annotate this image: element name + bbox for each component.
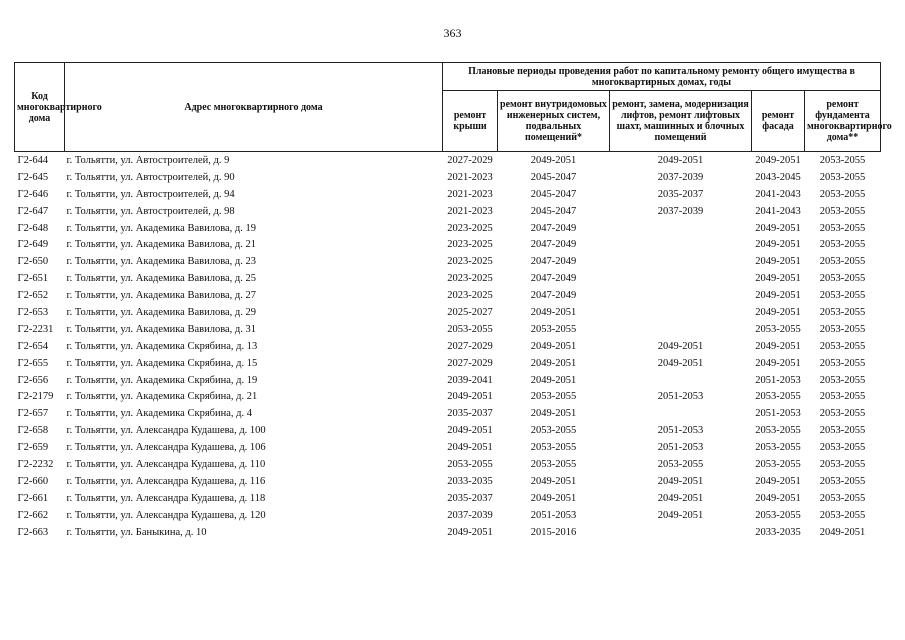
table-row [15,507,881,524]
cell-facade: 2049-2051 [755,340,801,352]
table-row [15,405,881,422]
cell-systems: 2049-2051 [530,408,577,420]
cell-facade: 2053-2055 [755,509,801,521]
cell-roof: 2039-2041 [447,374,493,386]
table-row [15,490,881,507]
table-row [15,152,881,169]
cell-facade: 2033-2035 [755,526,801,538]
cell-address: г. Тольятти, ул. Академика Вавилова, д. 19 [66,222,257,234]
cell-facade: 2053-2055 [755,323,801,335]
cell-address: г. Тольятти, ул. Академика Вавилова, д. 29 [66,306,257,318]
cell-code: Г2-646 [17,188,49,200]
cell-systems: 2047-2049 [530,273,577,285]
cell-address: г. Тольятти, ул. Академика Вавилова, д. 25 [66,273,257,285]
cell-roof: 2049-2051 [447,391,493,403]
cell-code: Г2-650 [17,256,49,268]
cell-foundation: 2053-2055 [819,492,866,504]
cell-foundation: 2053-2055 [819,425,866,437]
cell-systems: 2047-2049 [530,256,577,268]
table-body [15,152,881,541]
cell-address: г. Тольятти, ул. Академика Скрябина, д. 4 [66,408,252,420]
header-elevators: ремонт, замена, модернизация лифтов, ремонт лифтовых шахт, машинных и блочных помещений [610,91,752,152]
cell-foundation: 2053-2055 [819,239,866,251]
cell-systems: 2049-2051 [530,374,577,386]
cell-roof: 2023-2025 [447,256,493,268]
cell-foundation: 2053-2055 [819,442,866,454]
cell-roof: 2021-2023 [447,188,493,200]
table-row [15,422,881,439]
cell-elevators [610,220,752,237]
cell-facade: 2049-2051 [755,222,801,234]
cell-address: г. Тольятти, ул. Академика Скрябина, д. 21 [66,391,258,403]
cell-foundation: 2053-2055 [819,475,866,487]
table-row [15,186,881,203]
cell-foundation: 2053-2055 [819,205,866,217]
cell-facade: 2041-2043 [755,205,801,217]
cell-facade: 2053-2055 [755,391,801,403]
cell-facade: 2049-2051 [755,492,801,504]
cell-systems: 2047-2049 [530,239,577,251]
cell-foundation: 2053-2055 [819,391,866,403]
table-row [15,355,881,372]
cell-facade: 2049-2051 [755,273,801,285]
table-row [15,287,881,304]
cell-systems: 2045-2047 [530,188,577,200]
cell-address: г. Тольятти, ул. Автостроителей, д. 98 [66,205,235,217]
cell-address: г. Тольятти, ул. Александра Кудашева, д. 110 [66,458,266,470]
cell-foundation: 2053-2055 [819,188,866,200]
cell-facade: 2049-2051 [755,256,801,268]
header-facade: ремонт фасада [752,91,805,152]
header-address: Адрес многоквартирного дома [65,63,443,152]
cell-elevators [610,236,752,253]
cell-roof: 2049-2051 [447,442,493,454]
header-roof: ремонт крыши [443,91,498,152]
cell-code: Г2-656 [17,374,49,386]
cell-elevators [610,321,752,338]
cell-elevators: 2049-2051 [657,357,704,369]
cell-roof: 2035-2037 [447,492,493,504]
cell-systems: 2049-2051 [530,340,577,352]
cell-address: г. Тольятти, ул. Александра Кудашева, д. 100 [66,425,266,437]
table-row [15,270,881,287]
cell-code: Г2-648 [17,222,49,234]
cell-facade: 2041-2043 [755,188,801,200]
cell-facade: 2049-2051 [755,475,801,487]
cell-code: Г2-653 [17,306,49,318]
cell-roof: 2053-2055 [447,323,493,335]
header-systems: ремонт внутридомовых инженерных систем, подвальных помещений* [498,91,610,152]
cell-roof: 2023-2025 [447,290,493,302]
cell-address: г. Тольятти, ул. Александра Кудашева, д. 106 [66,442,266,454]
cell-roof: 2021-2023 [447,171,493,183]
cell-code: Г2-652 [17,290,49,302]
header-code: Код многоквартирного дома [15,63,65,152]
cell-elevators: 2053-2055 [657,458,704,470]
cell-roof: 2049-2051 [447,425,493,437]
cell-code: Г2-661 [17,492,49,504]
cell-foundation: 2053-2055 [819,374,866,386]
header-periods: Плановые периоды проведения работ по капитальному ремонту общего имущества в многоквартирных домах, годы [443,63,881,91]
cell-code: Г2-2232 [17,458,54,470]
cell-foundation: 2053-2055 [819,273,866,285]
cell-address: г. Тольятти, ул. Академика Скрябина, д. 15 [66,357,258,369]
cell-systems: 2049-2051 [530,306,577,318]
cell-roof: 2027-2029 [447,340,493,352]
table-row [15,372,881,389]
cell-roof: 2049-2051 [447,526,493,538]
cell-systems: 2047-2049 [530,222,577,234]
cell-code: Г2-647 [17,205,49,217]
cell-elevators [610,524,752,541]
cell-foundation: 2053-2055 [819,509,866,521]
cell-elevators [610,372,752,389]
table-row [15,321,881,338]
cell-roof: 2053-2055 [447,458,493,470]
cell-roof: 2023-2025 [447,222,493,234]
cell-foundation: 2053-2055 [819,154,866,166]
table-row [15,203,881,220]
cell-elevators [610,287,752,304]
cell-foundation: 2053-2055 [819,306,866,318]
cell-foundation: 2053-2055 [819,256,866,268]
table-row [15,439,881,456]
cell-address: г. Тольятти, ул. Автостроителей, д. 94 [66,188,235,200]
cell-code: Г2-662 [17,509,49,521]
cell-foundation: 2053-2055 [819,171,866,183]
cell-elevators: 2051-2053 [657,391,704,403]
cell-roof: 2027-2029 [447,154,493,166]
table-row [15,338,881,355]
cell-elevators: 2049-2051 [657,475,704,487]
table-row [15,473,881,490]
cell-facade: 2051-2053 [755,374,801,386]
cell-elevators [610,253,752,270]
cell-elevators [610,270,752,287]
cell-facade: 2053-2055 [755,425,801,437]
cell-address: г. Тольятти, ул. Академика Скрябина, д. 13 [66,340,258,352]
cell-facade: 2049-2051 [755,154,801,166]
cell-elevators: 2035-2037 [657,188,704,200]
cell-foundation: 2053-2055 [819,290,866,302]
cell-facade: 2049-2051 [755,306,801,318]
cell-facade: 2049-2051 [755,290,801,302]
cell-code: Г2-649 [17,239,49,251]
table-row [15,253,881,270]
cell-roof: 2033-2035 [447,475,493,487]
cell-roof: 2021-2023 [447,205,493,217]
cell-systems: 2053-2055 [530,442,577,454]
table-row [15,524,881,541]
cell-facade: 2053-2055 [755,458,801,470]
cell-code: Г2-654 [17,340,49,352]
cell-elevators: 2049-2051 [657,492,704,504]
cell-systems: 2049-2051 [530,357,577,369]
capital-repair-schedule-table [14,62,892,540]
cell-code: Г2-655 [17,357,49,369]
cell-address: г. Тольятти, ул. Академика Вавилова, д. 31 [66,323,257,335]
cell-elevators [610,405,752,422]
cell-address: г. Тольятти, ул. Академика Вавилова, д. 27 [66,290,257,302]
cell-foundation: 2053-2055 [819,222,866,234]
cell-code: Г2-651 [17,273,49,285]
cell-foundation: 2053-2055 [819,323,866,335]
cell-code: Г2-644 [17,154,49,166]
page-number: 363 [443,26,462,40]
cell-systems: 2053-2055 [530,323,577,335]
cell-facade: 2049-2051 [755,239,801,251]
cell-code: Г2-660 [17,475,49,487]
cell-systems: 2049-2051 [530,475,577,487]
cell-address: г. Тольятти, ул. Александра Кудашева, д. 120 [66,509,266,521]
table-row [15,388,881,405]
cell-systems: 2049-2051 [530,492,577,504]
cell-elevators: 2051-2053 [657,442,704,454]
table-row [15,236,881,253]
cell-facade: 2049-2051 [755,357,801,369]
cell-elevators: 2049-2051 [657,154,704,166]
cell-facade: 2053-2055 [755,442,801,454]
cell-roof: 2037-2039 [447,509,493,521]
cell-code: Г2-2179 [17,391,54,403]
cell-systems: 2053-2055 [530,425,577,437]
cell-address: г. Тольятти, ул. Александра Кудашева, д. 118 [66,492,266,504]
table-row [15,456,881,473]
cell-systems: 2045-2047 [530,171,577,183]
cell-systems: 2045-2047 [530,205,577,217]
cell-systems: 2053-2055 [530,391,577,403]
cell-address: г. Тольятти, ул. Автостроителей, д. 90 [66,171,235,183]
cell-address: г. Тольятти, ул. Баныкина, д. 10 [66,526,207,538]
cell-foundation: 2053-2055 [819,458,866,470]
cell-roof: 2023-2025 [447,239,493,251]
cell-foundation: 2053-2055 [819,357,866,369]
header-foundation: ремонт фундамента многоквартирного дома** [805,91,881,152]
cell-systems: 2053-2055 [530,458,577,470]
cell-systems: 2015-2016 [530,526,577,538]
cell-systems: 2049-2051 [530,154,577,166]
cell-roof: 2023-2025 [447,273,493,285]
cell-code: Г2-657 [17,408,49,420]
cell-elevators [610,304,752,321]
cell-foundation: 2049-2051 [819,526,866,538]
cell-address: г. Тольятти, ул. Академика Вавилова, д. 23 [66,256,257,268]
cell-foundation: 2053-2055 [819,340,866,352]
cell-roof: 2027-2029 [447,357,493,369]
cell-code: Г2-658 [17,425,49,437]
cell-code: Г2-659 [17,442,49,454]
cell-systems: 2051-2053 [530,509,577,521]
table-row [15,220,881,237]
table-row [15,304,881,321]
cell-elevators: 2037-2039 [657,205,704,217]
cell-foundation: 2053-2055 [819,408,866,420]
cell-systems: 2047-2049 [530,290,577,302]
cell-roof: 2025-2027 [447,306,493,318]
cell-code: Г2-2231 [17,323,54,335]
table-row [15,169,881,186]
cell-code: Г2-645 [17,171,49,183]
cell-address: г. Тольятти, ул. Академика Вавилова, д. 21 [66,239,257,251]
cell-elevators: 2049-2051 [657,340,704,352]
cell-roof: 2035-2037 [447,408,493,420]
cell-facade: 2043-2045 [755,171,801,183]
cell-address: г. Тольятти, ул. Автостроителей, д. 9 [66,154,230,166]
cell-facade: 2051-2053 [755,408,801,420]
cell-elevators: 2037-2039 [657,171,704,183]
cell-elevators: 2049-2051 [657,509,704,521]
cell-elevators: 2051-2053 [657,425,704,437]
cell-address: г. Тольятти, ул. Академика Скрябина, д. 19 [66,374,258,386]
cell-address: г. Тольятти, ул. Александра Кудашева, д. 116 [66,475,266,487]
cell-code: Г2-663 [17,526,49,538]
